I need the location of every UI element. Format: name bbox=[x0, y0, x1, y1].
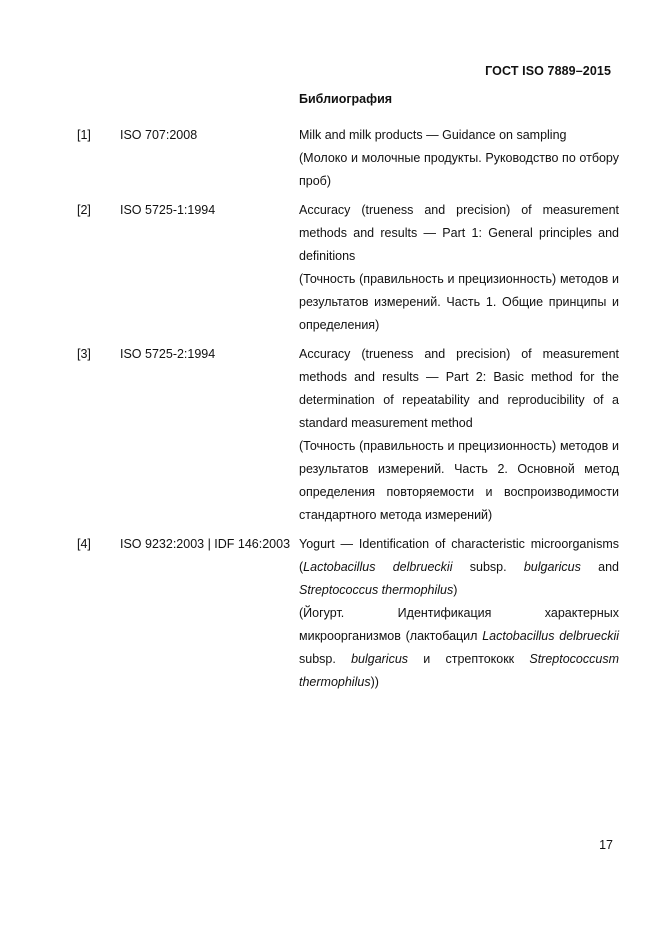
section-title: Библиография bbox=[299, 92, 393, 106]
page-number: 17 bbox=[599, 838, 613, 852]
species-name: bulgaricus bbox=[523, 560, 581, 574]
species-name: Streptococcusm thermophilus bbox=[299, 652, 619, 689]
text-part: subsp. bbox=[299, 652, 352, 666]
entry-reference: ISO 5725-1:1994 bbox=[120, 203, 216, 217]
entry-title-en: Accuracy (trueness and precision) of measurement methods and results — Part 2: Basic method for the determination of repeatability and reproducibility of a standard measurement method bbox=[299, 347, 619, 430]
text-part: ) bbox=[453, 583, 458, 597]
species-name: Lactobacillus delbrueckii bbox=[482, 629, 619, 643]
text-part: и стрептококк bbox=[408, 652, 530, 666]
entry-description bbox=[299, 533, 619, 694]
bibliography-entry-1 bbox=[0, 124, 661, 193]
species-name: bulgaricus bbox=[351, 652, 409, 666]
entry-reference: ISO 9232:2003 | IDF 146:2003 bbox=[120, 537, 291, 551]
entry-title-en bbox=[299, 533, 619, 602]
entry-number: [1] bbox=[77, 128, 91, 142]
bibliography-entry-3 bbox=[0, 343, 661, 527]
entry-title-en: Milk and milk products — Guidance on sampling bbox=[299, 128, 567, 142]
entry-title-ru: (Молоко и молочные продукты. Руководство по отбору проб) bbox=[299, 151, 619, 188]
text-part: )) bbox=[370, 675, 379, 689]
entry-description bbox=[299, 124, 619, 193]
bibliography-entry-2 bbox=[0, 199, 661, 337]
entry-number: [4] bbox=[77, 537, 91, 551]
species-name: Lactobacillus delbrueckii bbox=[303, 560, 453, 574]
bibliography-list bbox=[0, 124, 661, 700]
entry-number: [2] bbox=[77, 203, 91, 217]
entry-reference: ISO 5725-2:1994 bbox=[120, 347, 216, 361]
entry-title-en: Accuracy (trueness and precision) of measurement methods and results — Part 1: General principles and definitions bbox=[299, 203, 619, 263]
document-id: ГОСТ ISO 7889–2015 bbox=[485, 64, 611, 78]
text-part: and bbox=[580, 560, 619, 574]
text-part: (Йогурт. Идентификация характерных микроорганизмов (лактобацил bbox=[299, 606, 619, 643]
entry-description bbox=[299, 199, 619, 337]
entry-title-ru: (Точность (правильность и прецизионность) методов и результатов измерений. Часть 1. Общие принципы и определения) bbox=[299, 272, 619, 332]
species-name: Streptococcus thermophilus bbox=[299, 583, 454, 597]
text-part: Yogurt — Identification of characteristic microorganisms ( bbox=[299, 537, 619, 574]
bibliography-entry-4 bbox=[0, 533, 661, 694]
entry-title-ru: (Точность (правильность и прецизионность) методов и результатов измерений. Часть 2. Основной метод определения повторяемости и воспроизводимости стандартного метода измерений) bbox=[299, 439, 619, 522]
entry-number: [3] bbox=[77, 347, 91, 361]
entry-reference: ISO 707:2008 bbox=[120, 128, 198, 142]
entry-description bbox=[299, 343, 619, 527]
text-part: subsp. bbox=[452, 560, 524, 574]
entry-title-ru bbox=[299, 602, 619, 694]
